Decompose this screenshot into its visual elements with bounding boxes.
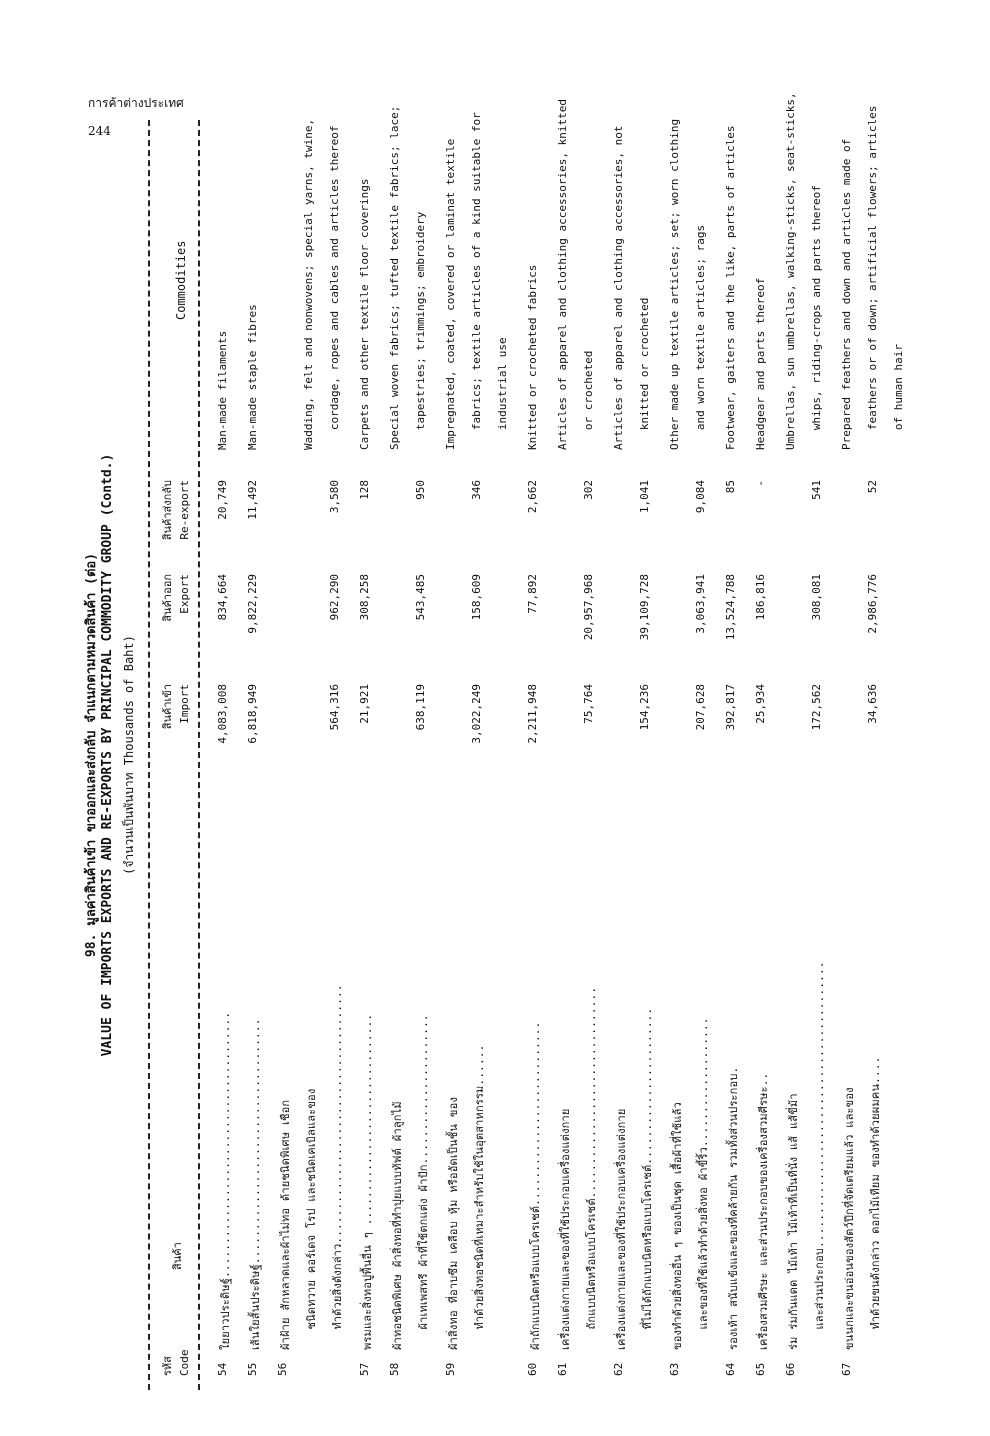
table-row (216, 120, 242, 1390)
row-reexport-value: 2,662 (526, 480, 539, 514)
row-commodity: Impregnated, coated, covered or laminat textile (444, 138, 457, 450)
row-reexport-value: 85 (724, 480, 737, 494)
row-commodity: fabrics; textile articles of a kind suitable for (470, 112, 483, 450)
row-item-thai: และส่วนประกอบ.......................................... (813, 961, 826, 1350)
row-reexport-value: 1,041 (638, 480, 651, 514)
row-commodity: Knitted or crocheted fabrics (526, 264, 539, 450)
row-export-value: 2,986,776 (866, 574, 879, 634)
table-row (724, 120, 750, 1390)
row-item-thai: ทำด้วยขนดังกล่าว ดอกไม้เทียม ของทำด้วยผมคน.... (869, 1056, 882, 1350)
row-item-thai: ทำด้วยสิ่งดังกล่าว...................................... (331, 984, 344, 1350)
row-commodity: Other made up textile articles; set; worn clothing (668, 118, 681, 450)
row-commodity: Articles of apparel and clothing accessories, not (612, 125, 625, 450)
row-commodity: tapestries; trimmings; embroidery (414, 211, 427, 450)
row-export-value: 9,822,229 (246, 574, 259, 634)
row-commodity: Umbrellas, sun umbrellas, walking-sticks, seat-sticks, (784, 92, 797, 450)
row-import-value: 564,316 (328, 684, 341, 731)
row-item-thai: เครื่องแต่งกายและของที่ใช้ประกอบเครื่องแต่งกาย (559, 1108, 572, 1350)
row-reexport-value: 11,492 (246, 480, 259, 520)
row-reexport-value: 52 (866, 480, 879, 494)
row-reexport-value: 346 (470, 480, 483, 500)
header-code-thai: รหัส (161, 1356, 174, 1376)
row-import-value: 2,211,948 (526, 684, 539, 744)
row-code: 62 (612, 1362, 625, 1376)
row-export-value: 3,063,941 (694, 574, 707, 634)
table-row (388, 105, 440, 1390)
row-commodity: feathers or of down; artificial flowers; articles (866, 105, 879, 450)
row-item-thai: ผ้าฝ้าย สักหลาดและผ้าไม่ทอ ด้ายชนิดพิเศษ เชือก (279, 1099, 292, 1350)
row-commodity: Wadding, felt and nonwovens; special yarns, twine, (302, 118, 315, 450)
row-code: 59 (444, 1362, 457, 1376)
row-export-value: 39,109,728 (638, 574, 651, 641)
row-export-value: 77,892 (526, 574, 539, 614)
row-export-value: 13,524,788 (724, 574, 737, 641)
row-commodity: Footwear, gaiters and the like, parts of articles (724, 125, 737, 450)
row-export-value: 158,609 (470, 574, 483, 621)
row-commodity: of human hair (892, 344, 905, 450)
row-item-thai: ผ้าสิ่งทอ ที่อาบซึม เคลือบ หุ้ม หรืออัดเป็นชั้น ของ (447, 1096, 460, 1350)
row-export-value: 20,957,968 (582, 574, 595, 641)
row-item-thai: เครื่องแต่งกายและของที่ใช้ประกอบเครื่องแต่งกาย (615, 1108, 628, 1350)
row-import-value: 207,628 (694, 684, 707, 731)
row-code: 63 (668, 1362, 681, 1376)
page-number: 244 (88, 124, 111, 138)
row-commodity: or crocheted (582, 350, 595, 450)
table-row (526, 120, 552, 1390)
table-row (276, 120, 354, 1390)
row-import-value: 638,119 (414, 684, 427, 731)
table-row (784, 92, 836, 1390)
row-reexport-value: 9,084 (694, 480, 707, 514)
row-item-thai: ชนิดทวาย คอร์เดจ โรป และชนิดเคเบิลและของ (305, 1088, 318, 1350)
row-code: 56 (276, 1362, 289, 1376)
row-code: 54 (216, 1362, 229, 1376)
row-code: 67 (840, 1362, 853, 1376)
row-item-thai: เส้นใยสั้นประดิษฐ์.................................... (249, 1018, 262, 1350)
page-header-title: การค้าต่างประเทศ (88, 96, 184, 110)
row-commodity: Man-made filaments (216, 330, 229, 450)
row-export-value: 962,290 (328, 574, 341, 621)
table-row (556, 99, 608, 1390)
header-export-thai: สินค้าออก (161, 574, 174, 622)
top-rule (148, 120, 150, 1390)
header-reexport-english: Re-export (178, 480, 191, 540)
table-unit: (จำนวนเป็นพันบาท Thousands of Baht) (122, 635, 136, 875)
row-code: 58 (388, 1362, 401, 1376)
table-row (246, 120, 272, 1390)
row-import-value: 21,921 (358, 684, 371, 724)
row-export-value: 834,664 (216, 574, 229, 621)
row-import-value: 3,022,249 (470, 684, 483, 744)
row-reexport-value: 3,580 (328, 480, 341, 514)
row-export-value: 308,258 (358, 574, 371, 621)
row-export-value: 186,816 (754, 574, 767, 621)
row-item-thai: ใยยาวประดิษฐ์....................................... (219, 1011, 232, 1350)
row-commodity: cordage, ropes and cables and articles thereof (328, 125, 341, 450)
row-commodity: and worn textile articles; rags (694, 224, 707, 450)
row-item-thai: ขนนกและขนอ่อนของสัตว์ปีกที่จัดเตรียมแล้ว และของ (843, 1087, 856, 1350)
row-item-thai: ถักแบบนิตหรือแบบโครเชต์............................... (585, 986, 598, 1350)
row-import-value: 75,764 (582, 684, 595, 724)
row-commodity: Man-made staple fibres (246, 304, 259, 450)
row-commodity: knitted or crocheted (638, 297, 651, 450)
row-commodity: Headgear and parts thereof (754, 277, 767, 450)
row-reexport-value: 128 (358, 480, 371, 500)
header-rule (198, 120, 200, 1390)
row-item-thai: ทำด้วยสิ่งทอชนิดที่เหมาะสำหรับใช้ในอุตสาหกรรม...... (473, 1044, 486, 1350)
row-import-value: 4,083,008 (216, 684, 229, 744)
row-item-thai: รองเท้า สนับแข้งและของที่คล้ายกัน รวมทั้งส่วนประกอบ. (727, 1066, 740, 1350)
table-row (358, 120, 384, 1390)
row-item-thai: ของทำด้วยสิ่งทออื่น ๆ ของเป็นชุด เสื้อผ้าที่ใช้แล้ว (671, 1102, 684, 1350)
row-reexport-value: 541 (810, 480, 823, 500)
row-code: 64 (724, 1362, 737, 1376)
row-import-value: 172,562 (810, 684, 823, 731)
table-title-english: VALUE OF IMPORTS EXPORTS AND RE-EXPORTS BY PRINCIPAL COMMODITY GROUP (Contd.) (100, 453, 115, 1057)
row-item-thai: ผ้าทอชนิดพิเศษ ผ้าสิ่งทอที่ทำปุยแบบทัฟต์ ผ้าลูกไม้ (391, 1101, 404, 1350)
header-commodities: Commodities (174, 240, 188, 320)
row-reexport-value: 20,749 (216, 480, 229, 520)
row-commodity: whips, riding-crops and parts thereof (810, 185, 823, 450)
header-item-thai: สินค้า (171, 1242, 184, 1270)
row-import-value: 6,818,949 (246, 684, 259, 744)
row-code: 65 (754, 1362, 767, 1376)
row-commodity: Special woven fabrics; tufted textile fabrics; lace; (388, 105, 401, 450)
row-import-value: 34,636 (866, 684, 879, 724)
table-row (444, 112, 522, 1390)
row-code: 55 (246, 1362, 259, 1376)
header-import-english: Import (178, 684, 191, 724)
row-item-thai: ร่ม ร่มกันแดด ไม้เท้า ไม้เท้าที่เป็นที่นั่ง แส้ แส้ขี่ม้า (787, 1093, 800, 1350)
row-reexport-value: 302 (582, 480, 595, 500)
header-code-english: Code (178, 1349, 191, 1376)
row-import-value: 392,817 (724, 684, 737, 731)
row-item-thai: ผ้าเทเพสทรี ผ้าที่ใช้ตกแต่ง ผ้าปัก...................... (417, 1014, 430, 1350)
table-row (668, 120, 720, 1390)
row-reexport-value: 950 (414, 480, 427, 500)
row-commodity: Articles of apparel and clothing accessories, knitted (556, 99, 569, 450)
row-item-thai: ผ้าถักแบบนิตหรือแบบโครเชต์........................... (529, 1021, 542, 1350)
header-export-english: Export (178, 574, 191, 614)
table-row (612, 120, 664, 1390)
row-export-value: 543,485 (414, 574, 427, 621)
row-item-thai: ที่ไม่ได้ถักแบบนิตหรือแบบโครเชต์....................... (641, 1007, 654, 1350)
row-reexport-value: - (754, 480, 767, 487)
row-item-thai: และของที่ใช้แล้วทำด้วยสิ่งทอ ผ้าขี้ริ้ว................... (697, 1017, 710, 1350)
header-import-thai: สินค้าเข้า (161, 684, 174, 730)
table-row (754, 120, 780, 1390)
row-item-thai: เครื่องสวมศีรษะ และส่วนประกอบของเครื่องสวมศีรษะ.. (757, 1072, 770, 1350)
row-code: 66 (784, 1362, 797, 1376)
row-import-value: 154,236 (638, 684, 651, 731)
row-item-thai: พรมและสิ่งทอปูพื้นอื่น ๆ ............................... (361, 1013, 374, 1350)
row-code: 61 (556, 1362, 569, 1376)
row-import-value: 25,934 (754, 684, 767, 724)
table-title-thai: 98. มูลค่าสินค้าเข้า ขาออกและส่งกลับ จำแนกตามหมวดสินค้า (ต่อ) (84, 552, 99, 958)
row-commodity: industrial use (496, 337, 509, 450)
table-row (840, 105, 918, 1390)
header-reexport-thai: สินค้าส่งกลับ (161, 480, 174, 541)
row-commodity: Prepared feathers and down and articles made of (840, 138, 853, 450)
row-code: 57 (358, 1362, 371, 1376)
row-code: 60 (526, 1362, 539, 1376)
row-export-value: 308,081 (810, 574, 823, 621)
row-commodity: Carpets and other textile floor coverings (358, 178, 371, 450)
